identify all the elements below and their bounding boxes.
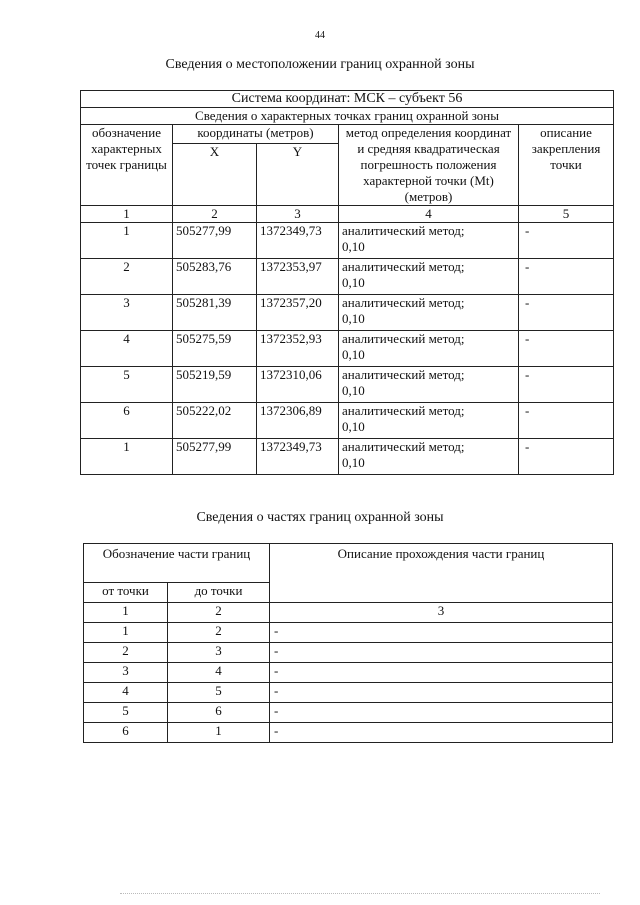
section-title-parts: Сведения о частях границ охранной зоны xyxy=(196,510,444,525)
fixing-description: - xyxy=(519,403,614,439)
coord-x: 505277,99 xyxy=(173,223,257,259)
column-number: 1 xyxy=(81,206,173,223)
point-id: 1 xyxy=(81,223,173,259)
part-description: - xyxy=(270,703,613,723)
part-description: - xyxy=(270,663,613,683)
error-value: 0,10 xyxy=(342,347,365,362)
coord-x: 505222,02 xyxy=(173,403,257,439)
coord-y: 1372352,93 xyxy=(257,331,339,367)
from-point: 1 xyxy=(84,623,168,643)
method-cell xyxy=(339,403,519,439)
coord-x: 505219,59 xyxy=(173,367,257,403)
from-point: 3 xyxy=(84,663,168,683)
table-row xyxy=(81,403,614,439)
from-point: 5 xyxy=(84,703,168,723)
coordinate-system-label: Система координат: МСК – субъект 56 xyxy=(81,91,614,108)
error-value: 0,10 xyxy=(342,383,365,398)
method-cell xyxy=(339,223,519,259)
coord-y: 1372310,06 xyxy=(257,367,339,403)
coord-y: 1372349,73 xyxy=(257,223,339,259)
table-row xyxy=(84,703,613,723)
coord-x: 505281,39 xyxy=(173,295,257,331)
column-number: 5 xyxy=(519,206,614,223)
part-description: - xyxy=(270,683,613,703)
error-value: 0,10 xyxy=(342,311,365,326)
table-row xyxy=(81,223,614,259)
header-x: X xyxy=(173,144,257,206)
fixing-description: - xyxy=(519,259,614,295)
to-point: 5 xyxy=(168,683,270,703)
point-id: 2 xyxy=(81,259,173,295)
from-point: 6 xyxy=(84,723,168,743)
fixing-description: - xyxy=(519,295,614,331)
coord-x: 505277,99 xyxy=(173,439,257,475)
part-description: - xyxy=(270,723,613,743)
method-text: аналитический метод; xyxy=(342,259,465,274)
method-cell xyxy=(339,295,519,331)
table-row xyxy=(81,295,614,331)
coord-y: 1372357,20 xyxy=(257,295,339,331)
column-number: 1 xyxy=(84,603,168,623)
characteristic-points-table xyxy=(80,90,614,475)
page-number: 44 xyxy=(315,30,325,41)
to-point: 2 xyxy=(168,623,270,643)
fixing-description: - xyxy=(519,331,614,367)
column-number: 3 xyxy=(257,206,339,223)
table-row xyxy=(81,259,614,295)
from-point: 2 xyxy=(84,643,168,663)
table-row xyxy=(84,663,613,683)
method-text: аналитический метод; xyxy=(342,439,465,454)
method-text: аналитический метод; xyxy=(342,331,465,346)
header-method: метод определения координат и средняя квадратическая погрешность положения характерной точки (Mt) (метров) xyxy=(339,125,519,206)
coord-y: 1372349,73 xyxy=(257,439,339,475)
to-point: 3 xyxy=(168,643,270,663)
error-value: 0,10 xyxy=(342,419,365,434)
column-number: 4 xyxy=(339,206,519,223)
table-row xyxy=(81,331,614,367)
point-id: 3 xyxy=(81,295,173,331)
column-number: 2 xyxy=(168,603,270,623)
method-text: аналитический метод; xyxy=(342,403,465,418)
method-text: аналитический метод; xyxy=(342,223,465,238)
header-description: описание закрепления точки xyxy=(519,125,614,206)
fixing-description: - xyxy=(519,367,614,403)
header-coords: координаты (метров) xyxy=(173,125,339,144)
method-cell xyxy=(339,259,519,295)
table-row xyxy=(84,723,613,743)
method-cell xyxy=(339,439,519,475)
table-row xyxy=(84,683,613,703)
section-title-boundaries: Сведения о местоположении границ охранной зоны xyxy=(165,57,475,72)
table-row xyxy=(84,643,613,663)
table-row xyxy=(81,439,614,475)
coord-y: 1372353,97 xyxy=(257,259,339,295)
error-value: 0,10 xyxy=(342,239,365,254)
point-id: 6 xyxy=(81,403,173,439)
header-to-point: до точки xyxy=(168,583,270,603)
table-subtitle: Сведения о характерных точках границ охранной зоны xyxy=(81,108,614,125)
fixing-description: - xyxy=(519,223,614,259)
coord-x: 505275,59 xyxy=(173,331,257,367)
header-part-designation: Обозначение части границ xyxy=(84,544,270,583)
method-cell xyxy=(339,331,519,367)
column-number: 3 xyxy=(270,603,613,623)
to-point: 1 xyxy=(168,723,270,743)
method-text: аналитический метод; xyxy=(342,367,465,382)
column-number: 2 xyxy=(173,206,257,223)
fixing-description: - xyxy=(519,439,614,475)
point-id: 1 xyxy=(81,439,173,475)
error-value: 0,10 xyxy=(342,275,365,290)
point-id: 5 xyxy=(81,367,173,403)
method-text: аналитический метод; xyxy=(342,295,465,310)
header-y: Y xyxy=(257,144,339,206)
coord-y: 1372306,89 xyxy=(257,403,339,439)
table-row xyxy=(84,623,613,643)
error-value: 0,10 xyxy=(342,455,365,470)
to-point: 6 xyxy=(168,703,270,723)
coord-x: 505283,76 xyxy=(173,259,257,295)
part-description: - xyxy=(270,643,613,663)
to-point: 4 xyxy=(168,663,270,683)
header-designation: обозначение характерных точек границы xyxy=(81,125,173,206)
header-from-point: от точки xyxy=(84,583,168,603)
point-id: 4 xyxy=(81,331,173,367)
method-cell xyxy=(339,367,519,403)
table-row xyxy=(81,367,614,403)
from-point: 4 xyxy=(84,683,168,703)
scan-artifact xyxy=(120,893,600,900)
boundary-parts-table xyxy=(83,543,613,743)
header-part-description: Описание прохождения части границ xyxy=(270,544,613,603)
part-description: - xyxy=(270,623,613,643)
